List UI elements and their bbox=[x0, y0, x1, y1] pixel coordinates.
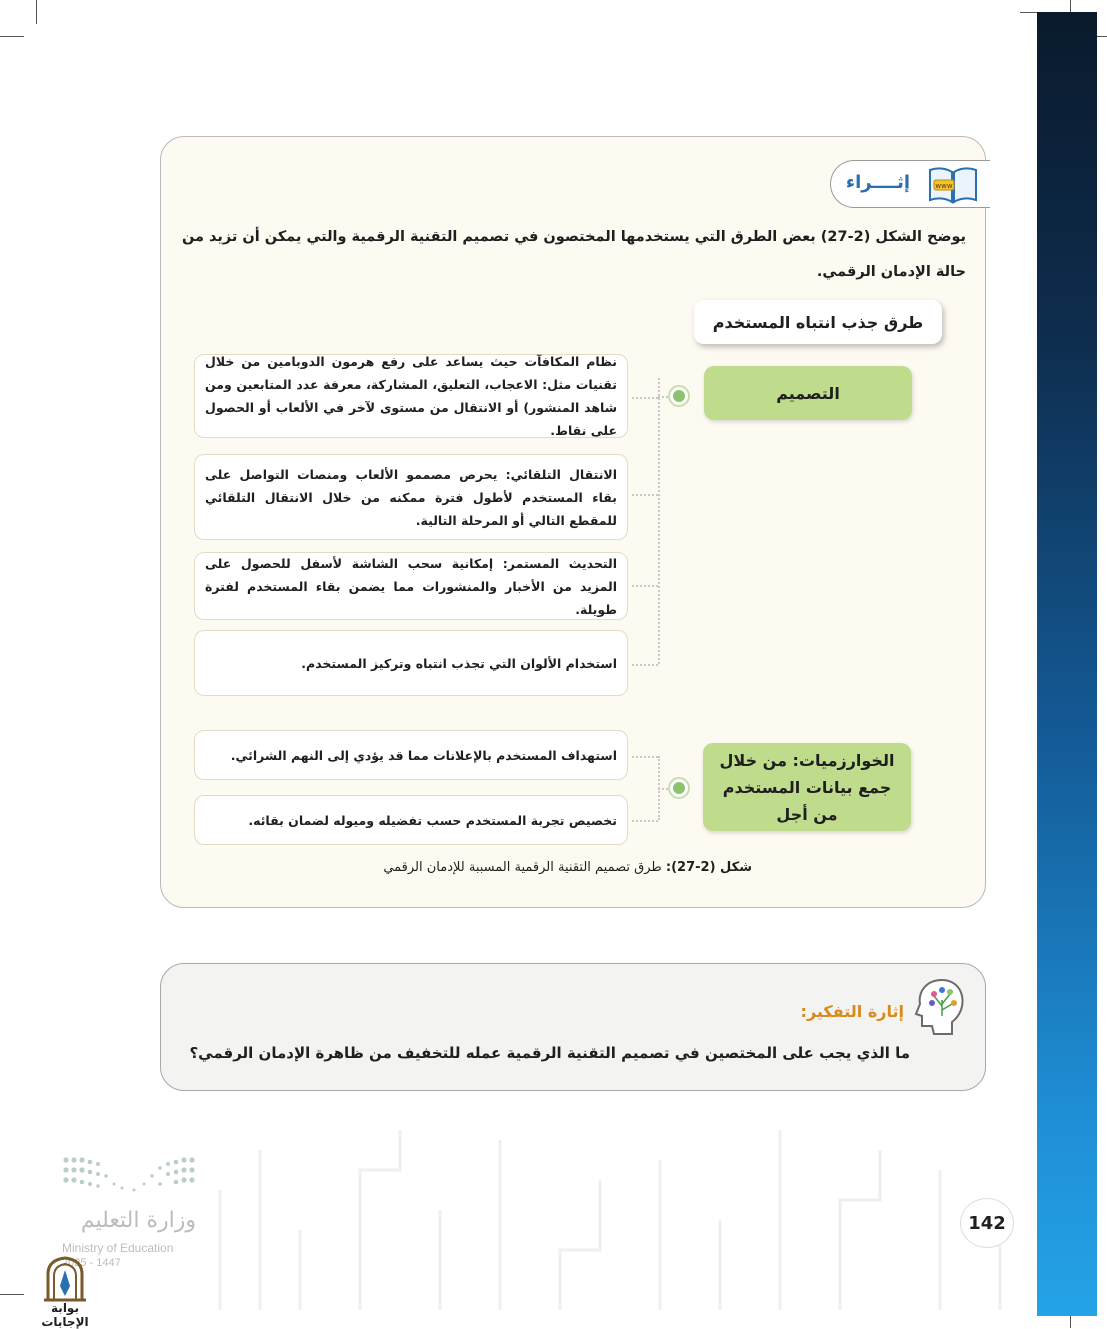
design-item-text: نظام المكافآت حيث يساعد على رفع هرمون الدوبامين من خلال تقنيات مثل: الاعجاب، التعليق، المشاركة، معرفة عدد المتابعين ومن شاهد المنشور) أو الانتقال من مستوى لآخر في الألعاب أو الحصول على نقاط. bbox=[205, 354, 617, 438]
algorithms-item-text: استهداف المستخدم بالإعلانات مما قد يؤدي إلى النهم الشرائي. bbox=[230, 747, 617, 763]
connector-line bbox=[658, 788, 668, 790]
group-design-node bbox=[668, 385, 690, 407]
figure-caption bbox=[300, 860, 752, 875]
head-network-icon bbox=[912, 976, 966, 1038]
page-number: 142 bbox=[960, 1198, 1014, 1248]
caption-label: شكل (2-27): bbox=[665, 860, 752, 875]
group-algorithms-label: الخوارزميات: من خلال جمع بيانات المستخدم من أجل bbox=[703, 743, 911, 831]
design-item-card bbox=[194, 354, 628, 438]
connector-line bbox=[632, 397, 658, 399]
connector-line bbox=[658, 378, 660, 664]
connector-line bbox=[632, 494, 658, 496]
enrichment-title: إثــــراء bbox=[845, 172, 910, 193]
group-design-label: التصميم bbox=[704, 366, 912, 420]
design-item-card bbox=[194, 454, 628, 540]
group-algorithms-node bbox=[668, 777, 690, 799]
ministry-name-en: Ministry of Education bbox=[62, 1241, 174, 1255]
design-item-text: استخدام الألوان التي تجذب انتباه وتركيز المستخدم. bbox=[301, 655, 617, 671]
ministry-name-ar: وزارة التعليم bbox=[80, 1208, 196, 1233]
side-color-bar bbox=[1037, 12, 1097, 1316]
crop-mark bbox=[0, 36, 24, 37]
design-item-text: التحديث المستمر: إمكانية سحب الشاشة لأسفل للحصول على المزيد من الأخبار والمنشورات مما يضمن بقاء المستخدم لفترة طويلة. bbox=[205, 555, 617, 617]
caption-text: طرق تصميم التقنية الرقمية المسببة للإدمان الرقمي bbox=[383, 860, 662, 875]
ministry-logo-dots bbox=[62, 1154, 196, 1198]
thinking-box bbox=[160, 963, 986, 1091]
book-web-icon bbox=[926, 164, 980, 206]
crop-mark bbox=[36, 0, 37, 24]
diagram-heading: طرق جذب انتباه المستخدم bbox=[694, 300, 942, 344]
thinking-title: إثارة التفكير: bbox=[800, 1002, 904, 1021]
svg-text:www: www bbox=[935, 182, 953, 190]
portal-name: بوابة الإجابات bbox=[41, 1301, 89, 1329]
thinking-question: ما الذي يجب على المختصين في تصميم التقنية الرقمية عمله للتخفيف من ظاهرة الإدمان الرقمي؟ bbox=[189, 1044, 910, 1062]
algorithms-item-card bbox=[194, 795, 628, 845]
design-item-card bbox=[194, 630, 628, 696]
crop-mark bbox=[0, 1294, 24, 1295]
intro-paragraph: يوضح الشكل (2-27) بعض الطرق التي يستخدمها المختصون في تصميم التقنية الرقمية والتي يمكن أن تزيد من حالة الإدمان الرقمي. bbox=[181, 229, 966, 280]
connector-line bbox=[658, 396, 668, 398]
connector-line bbox=[632, 756, 658, 758]
design-item-card bbox=[194, 552, 628, 620]
connector-line bbox=[632, 664, 658, 666]
algorithms-item-card bbox=[194, 730, 628, 780]
background-circuit-watermark bbox=[200, 1110, 1040, 1320]
ministry-year: 2025 - 1447 bbox=[62, 1257, 121, 1269]
algorithms-item-text: تخصيص تجربة المستخدم حسب تفضيله وميوله لضمان بقائه. bbox=[248, 812, 617, 828]
design-item-text: الانتقال التلقائي: يحرص مصممو الألعاب ومنصات التواصل على بقاء المستخدم لأطول فترة ممكنه من خلال الانتقال التلقائي للمقطع التالي أو المرحلة التالية. bbox=[205, 466, 617, 528]
connector-line bbox=[632, 820, 658, 822]
portal-logo-icon bbox=[44, 1256, 86, 1302]
connector-line bbox=[632, 585, 658, 587]
